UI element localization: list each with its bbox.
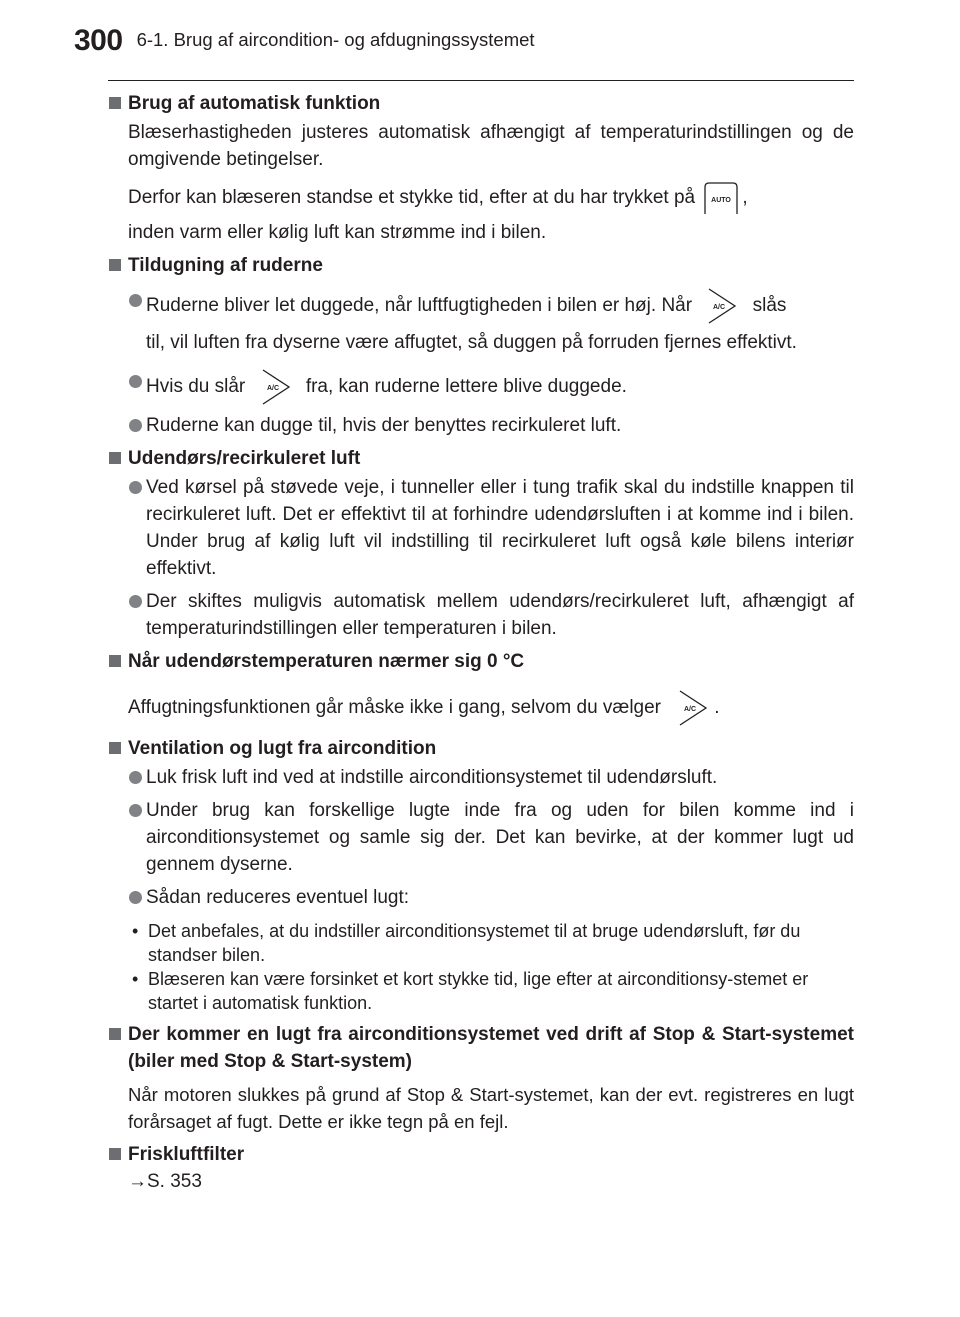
page-content (108, 90, 854, 1195)
list-item: Ved kørsel på støvede veje, i tunneller eller i tung trafik skal du indstille knappen til recirkuleret luft. Det er effektivt til at forhindre udendørsluften i at komme ind i bilen. Under brug af kølig luft vil indstilling til recirkuleret luft også køle bilens interiør effektivt. (108, 474, 854, 582)
paragraph: inden varm eller kølig luft kan strømme ind i bilen. (128, 222, 547, 243)
sub-list-item: • Blæseren kan være forsinket et kort stykke tid, lige efter at airconditionsy-stemet er startet i automatisk funktion. (132, 969, 809, 1013)
round-bullet-icon (129, 891, 142, 904)
list-item: Hvis du slår A/C fra, kan ruderne lettere blive duggede. (108, 368, 854, 406)
ac-button-icon (703, 287, 741, 325)
round-bullet-icon (129, 595, 142, 608)
paragraph: Når motoren slukkes på grund af Stop & Start-systemet, kan der evt. registreres en lugt forårsaget af fugt. Dette er ikke tegn på en fejl. (128, 1084, 854, 1132)
ac-button-icon (257, 368, 295, 406)
heading-filter: Friskluftfilter (108, 1141, 854, 1168)
heading-auto: Brug af automatisk funktion (108, 90, 854, 117)
ac-button-icon (674, 689, 712, 727)
list-item-continued: til, vil luften fra dyserne være affugtet, så duggen på forruden fjernes effektivt. (146, 332, 797, 353)
paragraph: Blæserhastigheden justeres automatisk afhængigt af temperaturindstillingen og de omgivende betingelser. (128, 122, 854, 170)
heading-near-zero: Når udendørstemperaturen nærmer sig 0 °C (108, 648, 854, 675)
paragraph-auto-button: Derfor kan blæseren standse et stykke tid, efter at du har trykket på AUTO , (128, 181, 854, 215)
paragraph-ac-button: Affugtningsfunktionen går måske ikke i gang, selvom du vælger A/C . (128, 689, 854, 727)
page-reference-link[interactable]: →S. 353 (128, 1171, 202, 1192)
list-item: Der skiftes muligvis automatisk mellem udendørs/recirkuleret luft, afhængigt af temperaturindstillingen eller temperaturen i bilen. (108, 588, 854, 642)
square-bullet-icon (109, 452, 121, 464)
heading-stop-start: Der kommer en lugt fra airconditionsystemet ved drift af Stop & Start-systemet (biler med Stop & Start-system) (108, 1021, 854, 1075)
list-item: Under brug kan forskellige lugte inde fra og uden for bilen komme ind i airconditionsystemet og samle sig der. Det kan bevirke, at der kommer lugt ud gennem dyserne. (108, 797, 854, 878)
svg-text:A/C: A/C (684, 706, 697, 713)
svg-text:A/C: A/C (266, 385, 279, 392)
round-bullet-icon (129, 771, 142, 784)
square-bullet-icon (109, 742, 121, 754)
square-bullet-icon (109, 1148, 121, 1160)
heading-defog: Tildugning af ruderne (108, 252, 854, 279)
square-bullet-icon (109, 1028, 121, 1040)
section-title: 6-1. Brug af aircondition- og afdugningssystemet (136, 29, 535, 50)
square-bullet-icon (109, 259, 121, 271)
svg-text:AUTO: AUTO (711, 197, 732, 204)
heading-recirc: Udendørs/recirkuleret luft (108, 445, 854, 472)
sub-list-item: • Det anbefales, at du indstiller airconditionsystemet til at bruge udendørsluft, før du standser bilen. (132, 921, 801, 965)
svg-text:A/C: A/C (713, 304, 726, 311)
list-item: Ruderne kan dugge til, hvis der benyttes recirkuleret luft. (108, 412, 854, 439)
page-number: 300 (74, 24, 123, 57)
heading-ventilation: Ventilation og lugt fra aircondition (108, 735, 854, 762)
page-header (74, 24, 535, 58)
square-bullet-icon (109, 97, 121, 109)
auto-button-icon (702, 181, 740, 215)
round-bullet-icon (129, 804, 142, 817)
round-bullet-icon (129, 481, 142, 494)
square-bullet-icon (109, 655, 121, 667)
list-item: Sådan reduceres eventuel lugt: (108, 884, 854, 911)
header-rule (108, 80, 854, 81)
list-item: Ruderne bliver let duggede, når luftfugtigheden i bilen er høj. Når A/C slås (108, 287, 854, 325)
list-item: Luk frisk luft ind ved at indstille airconditionsystemet til udendørsluft. (108, 764, 854, 791)
round-bullet-icon (129, 419, 142, 432)
round-bullet-icon (129, 375, 142, 388)
round-bullet-icon (129, 294, 142, 307)
